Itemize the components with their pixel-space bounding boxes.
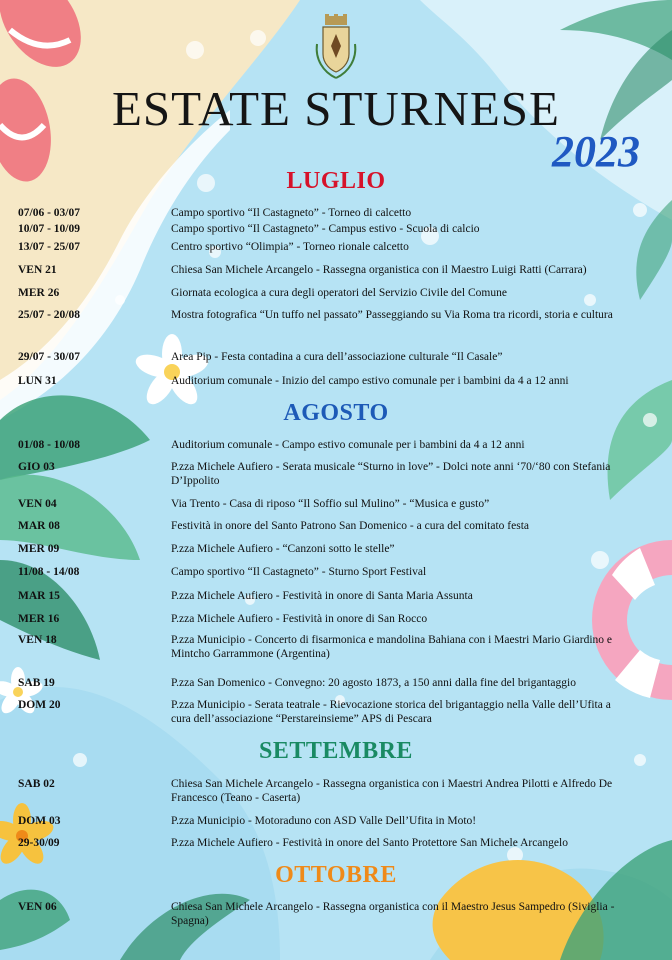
event-date: VEN 21 bbox=[18, 264, 57, 276]
event-description: Mostra fotografica “Un tuffo nel passato” Passeggiando su Via Roma tra ricordi, storia e cultura bbox=[171, 309, 613, 321]
event-description: P.zza Municipio - Concerto di fisarmonica e mandolina Bahiana con i Maestri Mario Giardino e Mintcho Garrammone (Argentina) bbox=[171, 634, 613, 660]
event-description: Campo sportivo “Il Castagneto” - Sturno Sport Festival bbox=[171, 566, 427, 578]
event-description: Via Trento - Casa di riposo “Il Soffio sul Mulino” - “Musica e gusto” bbox=[171, 498, 490, 510]
event-description: P.zza Michele Aufiero - “Canzoni sotto le stelle” bbox=[171, 543, 395, 555]
event-description: P.zza San Domenico - Convegno: 20 agosto 1873, a 150 anni dalla fine del brigantaggio bbox=[171, 677, 576, 689]
month-heading-settembre: SETTEMBRE bbox=[259, 738, 413, 764]
month-heading-luglio: LUGLIO bbox=[286, 168, 386, 194]
municipal-crest-icon bbox=[311, 14, 361, 82]
event-date: MAR 15 bbox=[18, 590, 60, 602]
event-description: Giornata ecologica a cura degli operatori del Servizio Civile del Comune bbox=[171, 287, 507, 299]
month-heading-agosto: AGOSTO bbox=[283, 400, 389, 426]
event-date: 01/08 - 10/08 bbox=[18, 439, 80, 451]
event-description: P.zza Municipio - Serata teatrale - Rievocazione storica del brigantaggio nella Valle dell’Ufita a cura dell’associazione “Perstareinsieme” APS di Pescara bbox=[171, 699, 611, 725]
event-date: MER 09 bbox=[18, 543, 60, 555]
event-date: MER 16 bbox=[18, 613, 60, 625]
event-description: Campo sportivo “Il Castagneto” - Campus estivo - Scuola di calcio bbox=[171, 223, 480, 235]
event-date: VEN 06 bbox=[18, 901, 57, 913]
event-date: GIO 03 bbox=[18, 461, 55, 473]
event-description: Chiesa San Michele Arcangelo - Rassegna organistica con il Maestro Luigi Ratti (Carrara) bbox=[171, 264, 587, 276]
event-year: 2023 bbox=[552, 127, 640, 176]
event-description: P.zza Michele Aufiero - Serata musicale “Sturno in love” - Dolci note anni ‘70/‘80 con Stefania D’Ippolito bbox=[171, 461, 611, 487]
event-date: VEN 04 bbox=[18, 498, 57, 510]
event-date: LUN 31 bbox=[18, 375, 57, 387]
event-date: 11/08 - 14/08 bbox=[18, 566, 80, 578]
event-description: Chiesa San Michele Arcangelo - Rassegna organistica con il Maestro Jesus Sampedro (Siviglia - Spagna) bbox=[171, 901, 615, 927]
event-description: Auditorium comunale - Campo estivo comunale per i bambini da 4 a 12 anni bbox=[171, 439, 525, 451]
event-date: DOM 20 bbox=[18, 699, 61, 711]
event-description: Area Pip - Festa contadina a cura dell’associazione culturale “Il Casale” bbox=[171, 351, 503, 363]
event-date: 07/06 - 03/07 bbox=[18, 207, 80, 219]
event-description: P.zza Municipio - Motoraduno con ASD Valle Dell’Ufita in Moto! bbox=[171, 815, 477, 827]
event-description: Chiesa San Michele Arcangelo - Rassegna organistica con i Maestri Andrea Pilotti e Alfredo De Francesco (Teano - Caserta) bbox=[171, 778, 613, 804]
month-heading-ottobre: OTTOBRE bbox=[275, 862, 397, 888]
event-date: 13/07 - 25/07 bbox=[18, 241, 80, 253]
event-date: 29-30/09 bbox=[18, 837, 60, 849]
event-description: Auditorium comunale - Inizio del campo estivo comunale per i bambini da 4 a 12 anni bbox=[171, 375, 569, 387]
event-description: Campo sportivo “Il Castagneto” - Torneo di calcetto bbox=[171, 207, 412, 219]
event-date: SAB 19 bbox=[18, 677, 55, 689]
event-date: MER 26 bbox=[18, 287, 60, 299]
event-description: P.zza Michele Aufiero - Festività in onore di Santa Maria Assunta bbox=[171, 590, 473, 602]
event-description: P.zza Michele Aufiero - Festività in onore di San Rocco bbox=[171, 613, 428, 625]
event-date: 25/07 - 20/08 bbox=[18, 309, 80, 321]
event-description: P.zza Michele Aufiero - Festività in onore del Santo Protettore San Michele Arcangelo bbox=[171, 837, 568, 849]
event-date: 29/07 - 30/07 bbox=[18, 351, 80, 363]
event-date: DOM 03 bbox=[18, 815, 61, 827]
event-date: VEN 18 bbox=[18, 634, 57, 646]
event-date: 10/07 - 10/09 bbox=[18, 223, 80, 235]
event-date: SAB 02 bbox=[18, 778, 55, 790]
page-title: ESTATE STURNESE bbox=[111, 81, 560, 136]
event-description: Centro sportivo “Olimpia” - Torneo rionale calcetto bbox=[171, 241, 409, 253]
event-description: Festività in onore del Santo Patrono San Domenico - a cura del comitato festa bbox=[171, 520, 530, 532]
event-date: MAR 08 bbox=[18, 520, 60, 532]
